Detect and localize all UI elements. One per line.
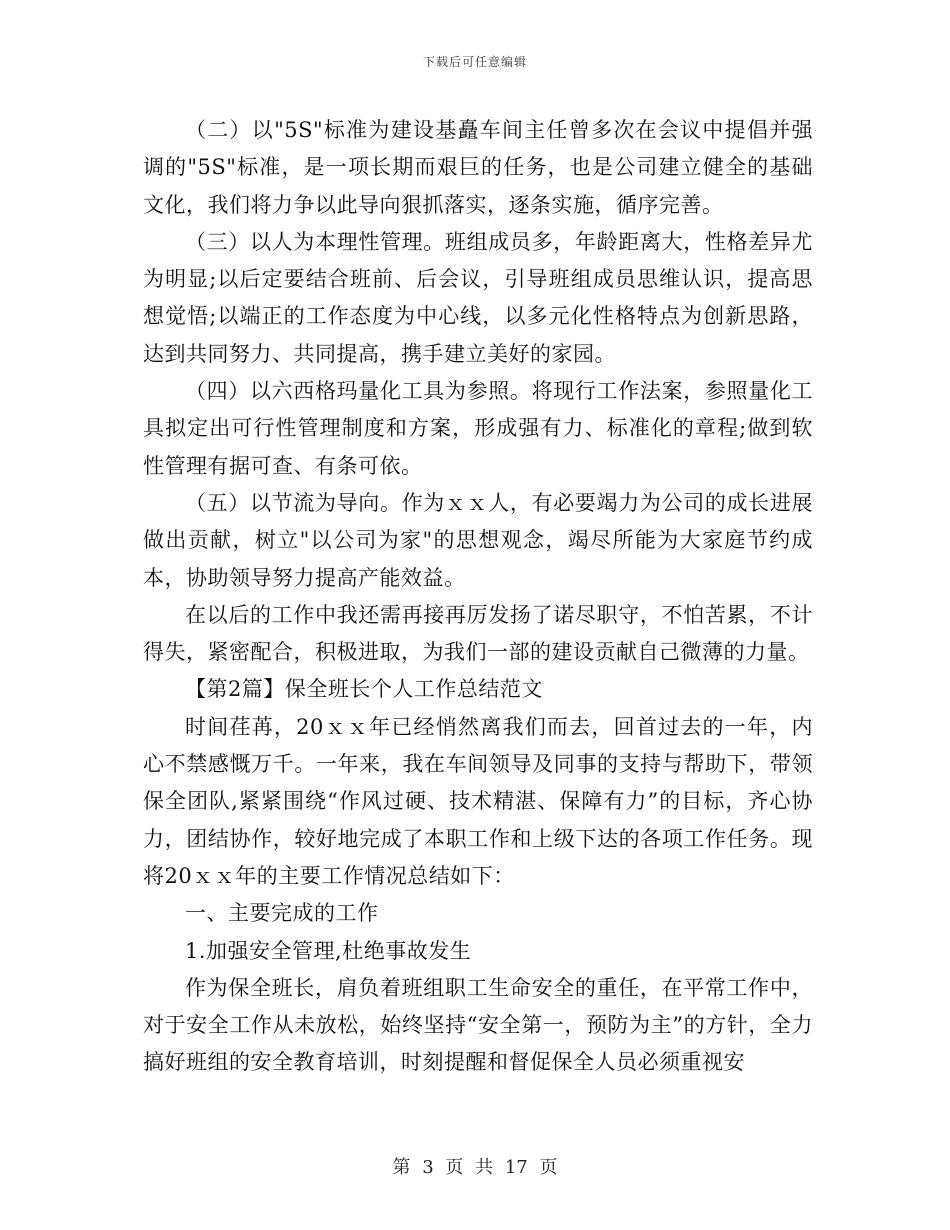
paragraph-section-4: （四）以六西格玛量化工具为参照。将现行工作法案，参照量化工具拟定出可行性管理制度和方案，形成强有力、标准化的章程;做到软性管理有据可查、有条可依。 (143, 379, 813, 478)
paragraph-section-2: （二）以"5S"标准为建设基矗车间主任曾多次在会议中提倡并强调的"5S"标准，是一项长期而艰巨的任务，也是公司建立健全的基础文化，我们将力争以此导向狠抓落实，逐条实施，循序完善。 (143, 118, 813, 217)
paragraph-section-3: （三）以人为本理性管理。班组成员多，年龄距离大，性格差异尤为明显;以后定要结合班前、后会议，引导班组成员思维认识，提高思想觉悟;以端正的工作态度为中心线，以多元化性格特点为创新思路，达到共同努力、共同提高，携手建立美好的家园。 (143, 229, 813, 366)
section-heading-main-work: 一、主要完成的工作 (185, 901, 379, 926)
paragraph-safety: 作为保全班长，肩负着班组职工生命安全的重任，在平常工作中，对于安全工作从未放松，始终坚持“安全第一，预防为主”的方针，全力搞好班组的安全教育培训，时刻提醒和督促保全人员必须重视安 (143, 975, 813, 1075)
paragraph-closing: 在以后的工作中我还需再接再厉发扬了诺尽职守，不怕苦累，不计得失，紧密配合，积极进取，为我们一部的建设贡献自己微薄的力量。 (143, 602, 813, 665)
article-2-title: 【第2篇】保全班长个人工作总结范文 (185, 677, 543, 702)
subsection-heading-safety: 1.加强安全管理,杜绝事故发生 (185, 938, 472, 963)
page-header: 下载后可任意编辑 (422, 55, 527, 69)
paragraph-intro: 时间荏苒，20ｘｘ年已经悄然离我们而去，回首过去的一年，内心不禁感慨万千。一年来，我在车间领导及同事的支持与帮助下，带领保全团队,紧紧围绕“作风过硬、技术精湛、保障有力”的目标，齐心协力，团结协作，较好地完成了本职工作和上级下达的各项工作任务。现将20ｘｘ年的主要工作情况总结如下： (143, 714, 813, 888)
paragraph-section-5: （五）以节流为导向。作为ｘｘ人，有必要竭力为公司的成长进展做出贡献，树立"以公司为家"的思想观念，竭尽所能为大家庭节约成本，协助领导努力提高产能效益。 (143, 490, 813, 590)
page-footer: 第 3 页 共 17 页 (392, 1157, 558, 1178)
document-body (143, 112, 813, 1082)
